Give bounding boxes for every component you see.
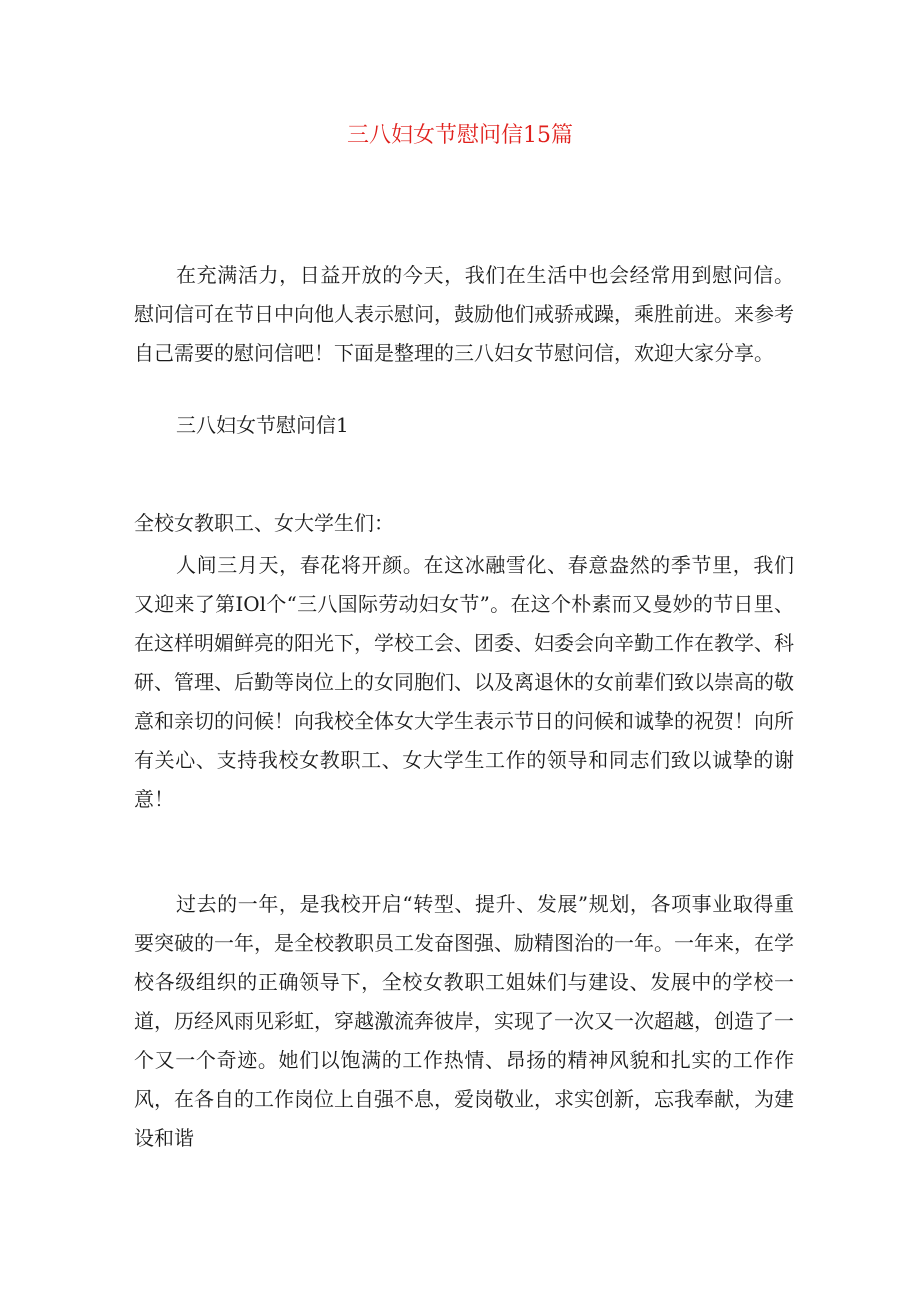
- body-paragraph-2: 过去的一年，是我校开启“转型、提升、发展”规划，各项事业取得重要突破的一年，是全校教职员工发奋图强、励精图治的一年。一年来，在学校各级组织的正确领导下，全校女教职工姐妹们与建设、发展中的学校一道，历经风雨见彩虹，穿越激流奔彼岸，实现了一次又一次超越，创造了一个又一个奇迹。她们以饱满的工作热情、昂扬的精神风貌和扎实的工作作风，在各自的工作岗位上自强不息，爱岗敬业，求实创新，忘我奉献，为建设和谐: [134, 892, 794, 1150]
- intro-paragraph: 在充满活力，日益开放的今天，我们在生活中也会经常用到慰问信。慰问信可在节日中向他人表示慰问，鼓励他们戒骄戒躁，乘胜前进。来参考自己需要的慰问信吧！下面是整理的三八妇女节慰问信，欢迎大家分享。: [134, 263, 794, 365]
- body-paragraph-1: 人间三月天，春花将开颜。在这冰融雪化、春意盎然的季节里，我们又迎来了第IOl个“三八国际劳动妇女节”。在这个朴素而又曼妙的节日里、在这样明媚鲜亮的阳光下，学校工会、团委、妇委会向辛勤工作在教学、科研、管理、后勤等岗位上的女同胞们、以及离退休的女前辈们致以崇高的敬意和亲切的问候！向我校全体女大学生表示节日的问候和诚挚的祝贺！向所有关心、支持我校女教职工、女大学生工作的领导和同志们致以诚挚的谢意！: [134, 553, 794, 811]
- section-heading: 三八妇女节慰问信1: [176, 413, 349, 437]
- salutation: 全校女教职工、女大学生们：: [134, 511, 394, 535]
- document-title: 三八妇女节慰问信15篇: [347, 123, 573, 148]
